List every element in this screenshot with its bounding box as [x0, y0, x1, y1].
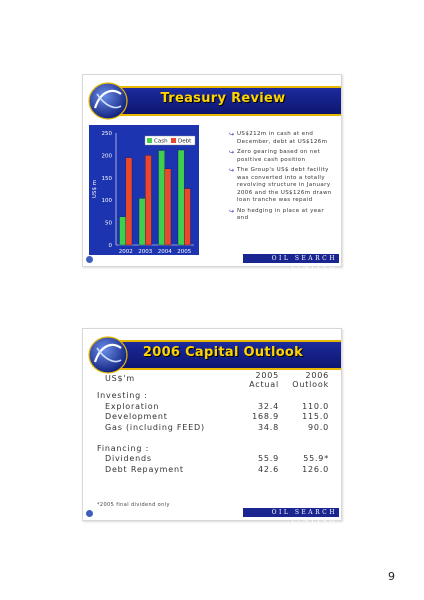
chart-panel [89, 125, 199, 255]
x-tick-label: 2004 [157, 249, 172, 255]
table-row [97, 465, 335, 476]
value-2005: 32.4 [257, 401, 279, 411]
value-2006: 115.0 [302, 412, 329, 421]
bar-cash-2003 [139, 198, 145, 245]
y-tick-label: 150 [101, 175, 112, 182]
slide-capital-outlook [82, 328, 342, 525]
row-label: Dividends [105, 454, 152, 463]
y-tick-label: 0 [108, 243, 112, 249]
value-2005: 42.6 [257, 464, 279, 474]
row-label: Exploration [105, 401, 160, 411]
table-header [97, 371, 335, 391]
bar-debt-2003 [145, 155, 151, 245]
header-2006: 2006 Outlook [292, 371, 329, 389]
row-label: Development [105, 412, 168, 421]
slide-title: 2006 Capital Outlook [142, 345, 304, 360]
capital-outlook-table [97, 371, 335, 475]
y-tick-label: 200 [101, 153, 112, 160]
bullet-item [229, 149, 337, 164]
bar-cash-2002 [120, 217, 126, 245]
value-2006: 110.0 [302, 401, 329, 411]
slide-title: Treasury Review [160, 91, 286, 106]
bar-debt-2004 [165, 169, 171, 245]
legend-swatch-debt [171, 138, 176, 143]
bar-debt-2002 [126, 158, 132, 245]
footnote: *2005 final dividend only [97, 502, 170, 508]
arrow-bullet-icon: ↪ [229, 207, 235, 215]
title-bar [105, 86, 341, 116]
row-label: Debt Repayment [105, 464, 184, 474]
table-row [97, 423, 335, 434]
table-row [97, 433, 335, 444]
slide-treasury-review [82, 74, 342, 271]
bullet-list [229, 131, 337, 226]
table-row [97, 454, 335, 465]
page-number: 9 [388, 570, 395, 583]
bullet-text: No hedging in place at year end [237, 207, 324, 221]
value-2005: 55.9 [257, 454, 279, 463]
row-label: Gas (including FEED) [105, 422, 205, 432]
legend-label-debt: Debt [178, 138, 192, 145]
table-row [97, 412, 335, 423]
x-tick-label: 2003 [138, 249, 153, 255]
bullet-text: US$212m in cash at end December, debt at US$126m [237, 131, 328, 145]
footer-company-name: OIL SEARCH LIMITED [243, 254, 339, 263]
value-2006: 126.0 [302, 464, 329, 474]
bar-cash-2004 [159, 150, 165, 245]
value-2005: 168.9 [252, 412, 279, 421]
header-2005: 2005 Actual [249, 371, 279, 389]
table-row [97, 444, 335, 455]
arrow-bullet-icon: ↪ [229, 149, 235, 156]
row-label: Financing : [97, 443, 150, 453]
x-tick-label: 2002 [118, 249, 133, 255]
oil-search-logo-icon [87, 80, 129, 122]
bullet-item [229, 131, 337, 146]
bar-chart [89, 125, 199, 255]
value-2006: 90.0 [307, 422, 329, 432]
bullet-item [229, 167, 337, 205]
title-bar [105, 340, 341, 370]
row-label: Investing : [97, 391, 148, 400]
footer-company-name: OIL SEARCH LIMITED [243, 508, 339, 517]
x-tick-label: 2005 [177, 249, 192, 255]
table-body [97, 391, 335, 475]
y-tick-label: 50 [105, 220, 112, 227]
arrow-bullet-icon: ↪ [229, 131, 235, 138]
table-row [97, 402, 335, 413]
table-row [97, 391, 335, 402]
header-unit-label: US$'m [105, 374, 136, 383]
bullet-text: Zero gearing based on net positive cash position [237, 149, 321, 163]
value-2005: 34.8 [257, 422, 279, 432]
bar-cash-2005 [178, 150, 184, 245]
legend-label-cash: Cash [154, 138, 168, 145]
corner-dot-icon [86, 510, 93, 517]
corner-dot-icon [86, 256, 93, 263]
y-axis-label: US$ m [92, 179, 98, 199]
oil-search-logo-icon [87, 334, 129, 376]
arrow-bullet-icon: ↪ [229, 167, 235, 174]
y-tick-label: 250 [101, 131, 112, 137]
bullet-text: The Group's US$ debt facility was converted into a totally revolving structure in January 2006 and the US$126m drawn loan tranche was repaid [237, 167, 332, 203]
y-tick-label: 100 [101, 198, 112, 205]
legend-swatch-cash [147, 138, 152, 143]
bullet-item [229, 208, 337, 223]
value-2006: 55.9* [303, 454, 329, 463]
bar-debt-2005 [184, 189, 190, 245]
